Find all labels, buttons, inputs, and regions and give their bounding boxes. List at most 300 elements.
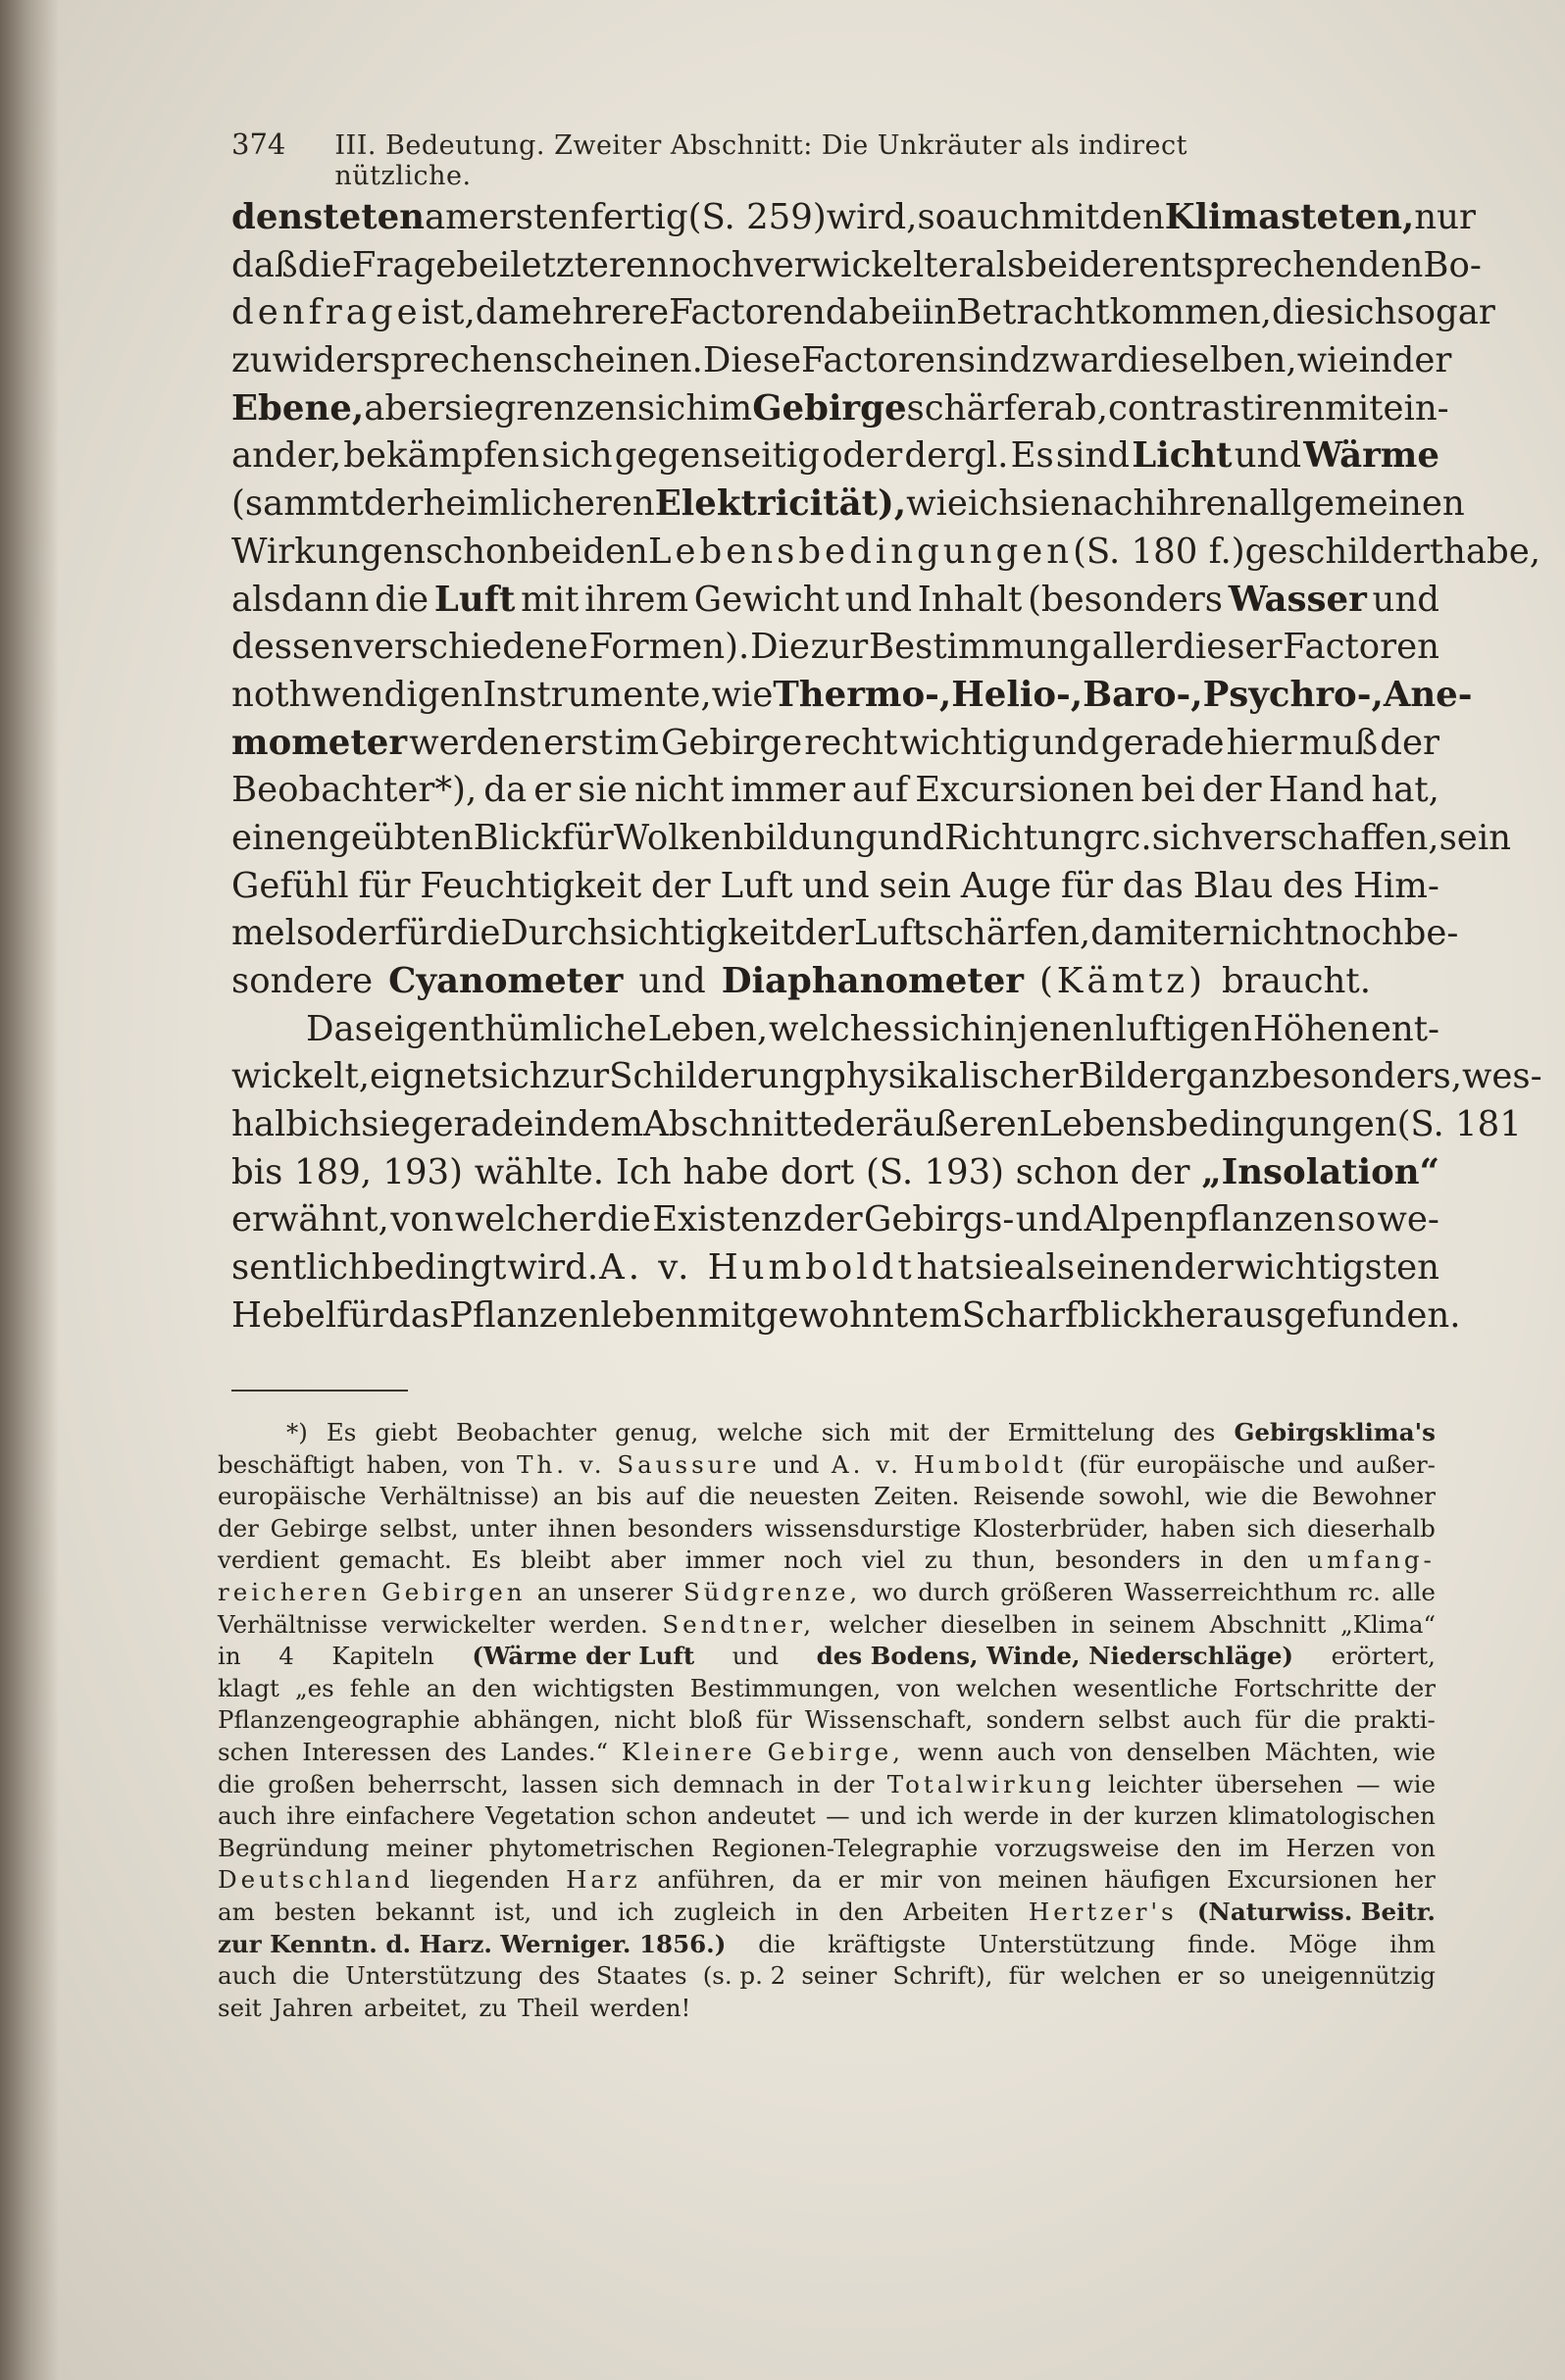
word: der	[1380, 722, 1439, 763]
footnote-line	[218, 1737, 1436, 1769]
word: Begründung	[218, 1833, 370, 1862]
word: und	[732, 1642, 780, 1671]
word: ihre	[286, 1801, 336, 1831]
word: damit	[1090, 913, 1192, 954]
word: schon	[1015, 1151, 1119, 1192]
word: an	[536, 1577, 568, 1606]
word: klagt	[218, 1673, 279, 1702]
word: seit	[218, 1993, 262, 2022]
word: contrastiren	[1107, 387, 1326, 429]
word: A. v. Humboldt	[831, 1449, 1067, 1479]
word: welcher	[829, 1609, 927, 1639]
word: der	[1174, 1247, 1234, 1289]
word: letzteren	[510, 244, 669, 285]
word: Das	[306, 1008, 373, 1049]
word: Kapiteln	[331, 1642, 434, 1671]
word: *)	[286, 1418, 308, 1446]
word: Betracht	[956, 292, 1110, 333]
word: schon	[426, 531, 530, 572]
word: der	[650, 865, 711, 906]
word: werden!	[589, 1993, 691, 2022]
text-line	[231, 432, 1439, 481]
word: (sammt	[231, 483, 364, 525]
word: in	[796, 1769, 821, 1798]
word: die	[1271, 292, 1327, 333]
word: ich	[967, 483, 1021, 525]
word: in	[1200, 1545, 1224, 1575]
footnote	[218, 1417, 1436, 2024]
text-line	[231, 863, 1439, 911]
word: das	[388, 1294, 450, 1336]
word: braucht.	[1221, 961, 1371, 1001]
word: immer	[684, 1545, 765, 1575]
word: Lebensbedingungen	[647, 531, 1074, 572]
word: schärfen,	[926, 913, 1091, 954]
word: verwickelter	[753, 244, 976, 285]
word: die	[446, 913, 501, 954]
word: von	[390, 1199, 454, 1241]
word: Es	[326, 1418, 357, 1446]
word: die	[758, 1929, 796, 1958]
word: sondere	[231, 961, 374, 1001]
footnote-line	[218, 1417, 1436, 1449]
word: mit	[1040, 197, 1100, 237]
word: durch	[918, 1577, 989, 1606]
text-line	[231, 624, 1439, 672]
word: Feuchtigkeit	[420, 865, 642, 906]
word: sie	[444, 387, 494, 429]
text-line	[231, 1101, 1522, 1149]
word: sein	[1439, 817, 1512, 858]
word: bis	[231, 1151, 283, 1192]
word: Factoren	[800, 340, 958, 381]
word: sich	[1246, 1513, 1296, 1543]
word: da	[483, 770, 528, 811]
bold-term: Klimasteten,	[1164, 197, 1415, 237]
word: einfachere	[345, 1801, 476, 1831]
word: unter	[470, 1513, 537, 1543]
text-line	[231, 289, 1495, 337]
word: ihrem	[584, 579, 688, 620]
word: bekämpfen	[343, 435, 540, 477]
word: wie	[1204, 1482, 1247, 1511]
word: dergl.	[904, 435, 1009, 477]
word: mit	[1325, 387, 1384, 429]
word: auch	[218, 1961, 277, 1991]
word: dort	[780, 1151, 855, 1192]
word: besonders	[628, 1513, 754, 1543]
footnote-rule	[231, 1390, 408, 1392]
word: dieselben	[940, 1609, 1058, 1639]
word: kommen,	[1109, 292, 1272, 333]
word: 4	[278, 1642, 294, 1671]
word: genug,	[615, 1418, 699, 1446]
word: an	[426, 1673, 457, 1702]
word: Hebel	[231, 1294, 337, 1336]
word: die	[1303, 1705, 1341, 1735]
word: schon	[626, 1801, 697, 1831]
text-line	[231, 815, 1512, 863]
word: ihnen	[547, 1513, 617, 1543]
word: bekannt	[375, 1897, 476, 1926]
bold-term: (Naturwiss. Beitr.	[1196, 1897, 1436, 1926]
bold-term: mometer	[231, 722, 408, 763]
word: ich	[916, 1801, 954, 1831]
word: Durchsichtigkeit	[500, 913, 795, 954]
word: Gewicht	[693, 579, 839, 620]
word: noch	[1318, 913, 1404, 954]
word: Scharfblick	[961, 1294, 1163, 1336]
word: der	[1083, 1801, 1125, 1831]
word: her	[1393, 1865, 1436, 1895]
word: der	[833, 1769, 875, 1798]
word: sich	[1151, 817, 1224, 858]
word: sich	[636, 387, 709, 429]
word: aber	[610, 1545, 666, 1575]
word: so	[1218, 1961, 1246, 1991]
text-line	[231, 385, 1449, 433]
word: den	[582, 531, 648, 572]
word: welche	[717, 1418, 803, 1446]
word: Unterstützung	[345, 1961, 523, 1991]
word: sie	[1020, 483, 1071, 525]
word: Zeiten.	[874, 1482, 960, 1511]
word: auch	[956, 197, 1041, 237]
word: zugleich	[674, 1897, 777, 1926]
word: Excursionen	[1227, 1865, 1379, 1895]
word: recht	[804, 722, 898, 763]
word: (besonders	[1028, 579, 1224, 620]
word: größeren	[1000, 1577, 1114, 1606]
word: nicht	[633, 770, 725, 811]
bold-term: (Wärme der Luft	[472, 1642, 695, 1671]
word: dem	[567, 1104, 644, 1145]
word: der	[947, 1418, 989, 1446]
text-line	[231, 1244, 1439, 1292]
word: 189, 193)	[294, 1151, 463, 1192]
word: ihren	[1155, 483, 1249, 525]
word: wichtigsten	[1234, 1247, 1439, 1289]
word: Klosterbrüder,	[972, 1513, 1149, 1543]
bold-term: Cyanometer	[388, 961, 624, 1001]
word: arbeitet,	[364, 1993, 469, 2022]
word: alle	[1391, 1577, 1436, 1606]
word: leichter	[1107, 1769, 1202, 1798]
bold-term: Ebene,	[231, 387, 365, 429]
word: Gefühl	[231, 865, 349, 906]
word: wird.	[507, 1247, 599, 1289]
word: Beobachter*),	[231, 770, 478, 811]
word: von	[1391, 1833, 1436, 1862]
bold-term: Baro-,	[1083, 674, 1203, 715]
running-head-title: III. Bedeutung. Zweiter Abschnitt: Die Unkräuter als indirect nützliche.	[334, 130, 1187, 191]
word: zu	[231, 340, 273, 381]
word: nothwendigen	[231, 674, 483, 715]
word: in	[922, 292, 957, 333]
footnote-line	[218, 1673, 1436, 1705]
word: zur	[810, 627, 869, 668]
word: physikalischer	[824, 1056, 1079, 1097]
word: in	[983, 1008, 1017, 1049]
word: da	[475, 292, 519, 333]
word: auf	[645, 1482, 684, 1511]
word: Mächten,	[1264, 1737, 1380, 1766]
word: mels	[231, 913, 315, 954]
text-line	[231, 958, 1439, 1006]
bold-term: Ane-	[1383, 674, 1473, 715]
word: die	[596, 1199, 651, 1241]
word: der	[363, 483, 424, 525]
word: dieselben,	[1117, 340, 1297, 381]
word: Wasserreichthum	[1124, 1577, 1338, 1606]
word: so	[1337, 1199, 1377, 1241]
text-line	[231, 910, 1459, 958]
word: (S. 193)	[865, 1151, 1005, 1192]
text-line	[231, 1006, 1439, 1054]
word: wo	[872, 1577, 908, 1606]
word: Staates	[595, 1961, 687, 1991]
footnote-line	[218, 1577, 1436, 1609]
word: übersehen	[1214, 1769, 1343, 1798]
word: und	[860, 1801, 907, 1831]
word: die	[218, 1769, 256, 1798]
word: (S. 259)	[687, 197, 827, 237]
bold-term: Gebirgsklima's	[1234, 1418, 1436, 1446]
word: erst	[543, 722, 613, 763]
word: welches	[768, 1008, 911, 1049]
word: er	[533, 770, 572, 811]
word: demnach	[673, 1769, 784, 1798]
word: verschaffen,	[1223, 817, 1439, 858]
word: Es	[1010, 435, 1054, 477]
word: seiner	[801, 1961, 878, 1991]
word: Bo-	[1423, 244, 1482, 285]
word: für	[1008, 1961, 1045, 1991]
word: Him-	[1352, 865, 1439, 906]
word: Excursionen	[915, 770, 1135, 811]
word: haben,	[366, 1449, 449, 1479]
word: kräftigste	[828, 1929, 946, 1958]
word: in	[218, 1642, 241, 1671]
word: und	[638, 961, 706, 1001]
word: mir	[880, 1865, 923, 1895]
word: entsprechenden	[1138, 244, 1424, 285]
word: hier	[1226, 722, 1297, 763]
word: Leben,	[647, 1008, 769, 1049]
word: verwickelter	[381, 1609, 535, 1639]
word: Inhalt	[917, 579, 1023, 620]
word: thun,	[972, 1545, 1036, 1575]
word: der	[802, 1199, 863, 1241]
word: oder	[822, 435, 903, 477]
word: Existenz	[652, 1199, 802, 1241]
word: Harz	[566, 1865, 641, 1895]
word: hat,	[1371, 770, 1439, 811]
word: gemacht.	[338, 1545, 452, 1575]
word: Südgrenze,	[683, 1577, 862, 1606]
word: seinem	[1108, 1609, 1196, 1639]
word: auch	[996, 1737, 1056, 1766]
word: (Kämtz)	[1038, 961, 1206, 1001]
word: prakti-	[1354, 1705, 1436, 1735]
footnote-line	[218, 1449, 1436, 1482]
bold-term: zur Kenntn. d. Harz. Werniger. 1856.)	[218, 1929, 727, 1958]
word: eignet	[370, 1056, 481, 1097]
bold-term: Wasser	[1228, 579, 1367, 620]
word: ein-	[1383, 387, 1449, 429]
word: sie	[974, 1247, 1025, 1289]
word: habe	[682, 1151, 770, 1192]
word: Bestimmungen,	[689, 1673, 882, 1702]
word: ander,	[231, 435, 342, 477]
word: Beobachter	[455, 1418, 597, 1446]
word: welcher	[454, 1199, 596, 1241]
bold-term: „Insolation“	[1201, 1151, 1439, 1192]
footnote-line	[218, 1769, 1436, 1801]
word: sich	[611, 1769, 661, 1798]
bold-term: Licht	[1132, 435, 1233, 477]
word: umfang-	[1307, 1545, 1436, 1575]
word: erwähnt,	[231, 1199, 389, 1241]
word: —	[826, 1801, 850, 1831]
word: Hertzer's	[1028, 1897, 1178, 1926]
word: dieser	[1173, 627, 1283, 668]
word: aller	[1091, 627, 1173, 668]
word: von	[461, 1449, 505, 1479]
word: Blick	[473, 817, 562, 858]
word: daß	[231, 244, 298, 285]
word: wie	[1392, 1737, 1436, 1766]
word: Gebirgen	[381, 1577, 527, 1606]
word: Schrift),	[892, 1961, 993, 1991]
word: einen	[1076, 1247, 1174, 1289]
word: Ermittelung	[1007, 1418, 1155, 1446]
word: Reisende	[973, 1482, 1085, 1511]
word: für	[1060, 865, 1113, 906]
word: mehrere	[518, 292, 670, 333]
word: Abschnitt	[1209, 1609, 1327, 1639]
word: den	[472, 1673, 518, 1702]
word: des	[444, 1737, 487, 1766]
word: viel	[862, 1545, 906, 1575]
word: denselben	[1126, 1737, 1251, 1766]
word: reicheren	[218, 1577, 372, 1606]
word: meinen	[997, 1865, 1088, 1895]
word: verschiedene	[353, 627, 588, 668]
word: und	[844, 579, 913, 620]
word: Bewohner	[1311, 1482, 1436, 1511]
word: bei	[1025, 244, 1080, 285]
word: der	[794, 913, 854, 954]
footnote-line	[218, 1800, 1436, 1833]
footnote-line	[218, 1960, 1436, 1993]
word: dieserhalb	[1307, 1513, 1436, 1543]
word: schen	[218, 1737, 289, 1766]
word: (S. 180 f.)	[1073, 531, 1245, 572]
word: Frage	[351, 244, 457, 285]
word: Hand	[1268, 770, 1365, 811]
word: Formen).	[588, 627, 750, 668]
word: er	[837, 1865, 864, 1895]
footnote-line	[218, 1897, 1436, 1929]
word: das	[1122, 865, 1184, 906]
word: dabei	[825, 292, 923, 333]
word: Verhältnisse)	[379, 1482, 539, 1511]
word: er	[1191, 913, 1230, 954]
word: sie	[361, 1104, 411, 1145]
word: noch	[783, 1545, 843, 1575]
word: fertig	[590, 197, 688, 237]
word: selbst	[1097, 1705, 1170, 1735]
word: (für	[1079, 1449, 1125, 1479]
word: für	[1254, 1705, 1291, 1735]
word: be-	[1403, 913, 1459, 954]
word: bedingt	[371, 1247, 507, 1289]
word: „Klima“	[1339, 1609, 1436, 1639]
word: fehle	[349, 1673, 411, 1702]
bold-term: des Bodens, Winde, Niederschläge)	[816, 1642, 1293, 1671]
word: nach	[1070, 483, 1156, 525]
word: Herzen	[1286, 1833, 1376, 1862]
footnote-line	[218, 1833, 1436, 1865]
word: zu	[479, 1993, 508, 2022]
word: wichtigsten	[532, 1673, 675, 1702]
word: Lebensbedingungen	[1038, 1104, 1397, 1145]
word: er	[1177, 1961, 1203, 1991]
word: im	[614, 722, 659, 763]
word: ent-	[1370, 1008, 1439, 1049]
word: Sendtner,	[662, 1609, 816, 1639]
word: habe,	[1442, 531, 1541, 572]
text-line	[231, 481, 1465, 529]
word: Wissenschaft,	[804, 1705, 974, 1735]
word: sind	[1055, 435, 1131, 477]
footnote-line	[218, 1641, 1436, 1673]
word: des	[1173, 1418, 1216, 1446]
word: sentlich	[231, 1247, 371, 1289]
word: wichtig	[899, 722, 1031, 763]
word: andeutet	[707, 1801, 816, 1831]
word: sondern	[985, 1705, 1085, 1735]
word: Pflanzenleben	[449, 1294, 698, 1336]
word: und	[773, 1449, 820, 1479]
text-line	[231, 1196, 1439, 1244]
word: ab,	[1053, 387, 1108, 429]
footnote-line	[218, 1864, 1436, 1897]
word: einen	[231, 817, 329, 858]
word: welchen	[955, 1673, 1058, 1702]
word: am	[424, 197, 479, 237]
bold-term: Gebirge	[752, 387, 907, 429]
word: von	[937, 1865, 983, 1895]
word: für	[336, 1294, 389, 1336]
word: Schilderung	[609, 1056, 825, 1097]
word: Wolkenbildung	[613, 817, 878, 858]
word: Höhen	[1252, 1008, 1370, 1049]
word: Wirkungen	[231, 531, 427, 572]
bold-term: Thermo-,	[773, 674, 952, 715]
text-line	[231, 194, 1476, 242]
word: gegenseitig	[614, 435, 820, 477]
word: bei	[456, 244, 511, 285]
word: so	[917, 197, 957, 237]
word: phytometrischen	[488, 1833, 695, 1862]
word: wes-	[1462, 1056, 1542, 1097]
main-text	[231, 194, 1542, 1341]
bold-term: Elektricität),	[654, 483, 907, 525]
word: auch	[218, 1801, 277, 1831]
word: in	[1071, 1609, 1095, 1639]
